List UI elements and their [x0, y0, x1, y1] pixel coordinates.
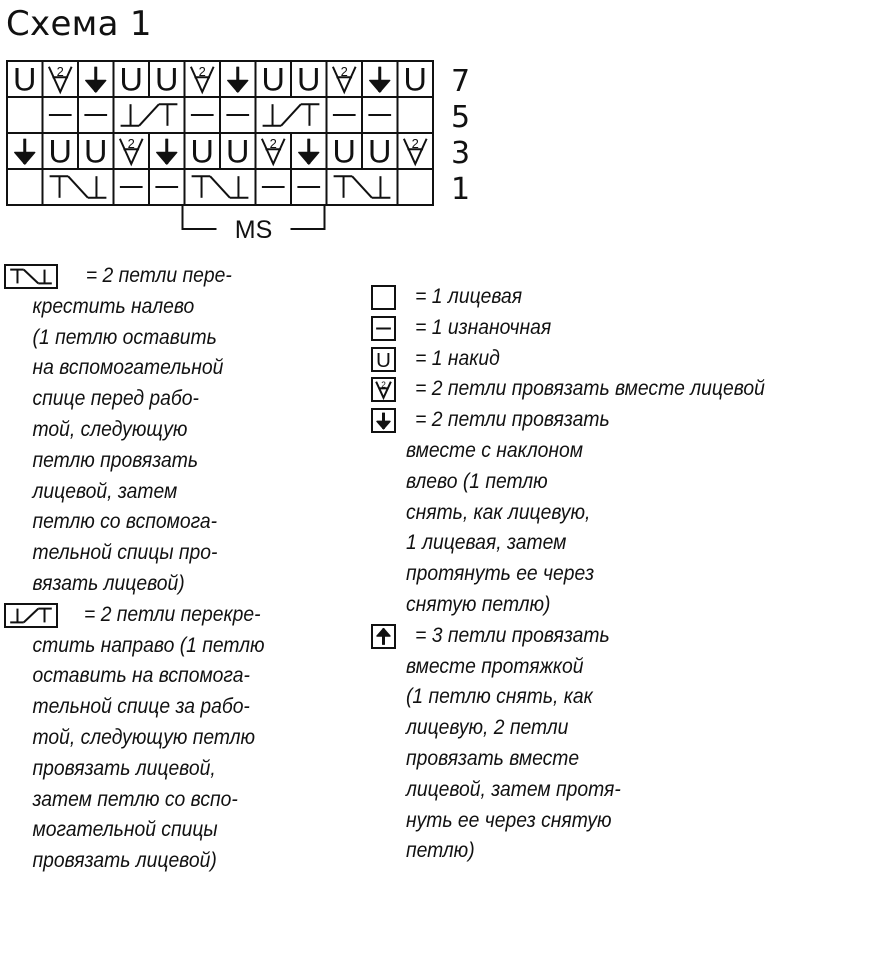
- chart-cable-right-r1c7: [263, 104, 320, 126]
- svg-text:U: U: [297, 61, 321, 98]
- chart-cell-knit: [398, 97, 434, 133]
- chart-symbol-k2tog-r2c7: [262, 136, 285, 164]
- legend-text-knit: = 1 лицевая: [415, 285, 523, 308]
- chart-symbol-yo-r0c4: [155, 62, 178, 98]
- svg-text:U: U: [48, 133, 72, 170]
- legend-entry-yo: [371, 344, 881, 375]
- chart-symbol-k2tog-r0c1: [49, 64, 72, 92]
- chart-cable-left-r3c5: [192, 176, 249, 198]
- chart-symbol-yo-r2c1: [49, 134, 72, 170]
- svg-text:U: U: [13, 61, 37, 98]
- svg-text:2: 2: [269, 136, 277, 152]
- legend-text-k2tog: = 2 петли провязать вместе лицевой: [415, 377, 765, 401]
- chart-symbol-ssk-r2c0: [15, 139, 35, 164]
- legend-entry-k2tog: [371, 374, 881, 405]
- chart-symbol-k2tog-r0c5: [191, 64, 214, 92]
- chart-symbol-yo-r2c10: [368, 134, 391, 170]
- repeat-bracket: [183, 205, 325, 244]
- legend-text-cross-left: = 2 петли пере- крестить налево (1 петлю оставить на вспомогательной спице перед рабо- той, следующую петлю провязать лицевой, затем петлю со вспомога- тельной спицы про- вязать лицевой): [32, 264, 232, 595]
- chart-symbol-k2tog-r0c9: [333, 64, 356, 92]
- chart-symbol-yo-r0c8: [297, 62, 320, 98]
- svg-text:2: 2: [340, 64, 348, 80]
- chart-symbol-ssk-r0c10: [370, 67, 390, 92]
- row-number: 7: [451, 63, 471, 99]
- svg-text:U: U: [376, 348, 391, 372]
- chart-symbol-yo-r0c0: [13, 62, 36, 98]
- chart-cell-knit: [7, 169, 43, 205]
- legend-entry-knit: [371, 282, 881, 313]
- chart-cell-knit: [398, 169, 434, 205]
- legend-entry-cross-right: [4, 600, 324, 877]
- svg-text:U: U: [226, 133, 250, 170]
- svg-text:U: U: [261, 61, 285, 98]
- legend-text-ssk: = 2 петли провязать вместе с наклоном влево (1 петлю снять, как лицевую, 1 лицевая, затем протянуть ее через снятую петлю): [405, 408, 610, 616]
- knitting-chart: [0, 0, 881, 260]
- svg-text:2: 2: [56, 64, 64, 80]
- chart-symbol-ssk-r2c4: [157, 139, 177, 164]
- chart-symbol-ssk-r0c2: [86, 67, 106, 92]
- legend-text-yo: = 1 накид: [415, 346, 500, 370]
- svg-text:U: U: [403, 61, 427, 98]
- chart-symbol-yo-r2c6: [226, 134, 249, 170]
- svg-text:U: U: [190, 133, 214, 170]
- row-number: 5: [451, 99, 471, 135]
- chart-symbol-ssk-r0c6: [228, 67, 248, 92]
- chart-symbol-yo-r2c5: [191, 134, 214, 170]
- svg-text:U: U: [84, 133, 108, 170]
- svg-text:2: 2: [381, 381, 386, 391]
- row-number: 1: [451, 171, 471, 207]
- svg-text:U: U: [119, 61, 143, 98]
- legend-right: [371, 282, 881, 867]
- legend-entry-ssk: [371, 405, 881, 621]
- svg-text:2: 2: [127, 136, 135, 152]
- legend-entry-cross-left: [4, 261, 324, 600]
- chart-symbol-k2tog-r2c3: [120, 136, 143, 164]
- chart-symbol-yo-r2c2: [84, 134, 107, 170]
- chart-cable-right-r1c3: [121, 104, 178, 126]
- chart-symbol-k2tog-r2c11: [404, 136, 427, 164]
- svg-text:U: U: [332, 133, 356, 170]
- chart-symbol-yo-r0c7: [262, 62, 285, 98]
- legend-left: [4, 261, 324, 877]
- chart-symbol-yo-r2c9: [333, 134, 356, 170]
- svg-text:2: 2: [411, 136, 419, 152]
- chart-symbol-ssk-r2c8: [299, 139, 319, 164]
- svg-text:2: 2: [198, 64, 206, 80]
- row-number: 3: [451, 135, 471, 171]
- svg-text:U: U: [368, 133, 392, 170]
- legend-text-purl: = 1 изнаночная: [415, 315, 552, 339]
- chart-cable-left-r3c1: [50, 176, 107, 198]
- legend-text-cross-right: = 2 петли перекре- стить направо (1 петлю оставить на вспомога- тельной спице за рабо- той, следующую петлю провязать лицевой, затем петлю со вспо- могательной спицы провязать лицевой): [32, 602, 265, 873]
- chart-symbol-yo-r0c11: [404, 62, 427, 98]
- chart-cell-knit: [7, 97, 43, 133]
- legend-entry-purl: [371, 313, 881, 344]
- svg-text:U: U: [155, 61, 179, 98]
- chart-symbol-yo-r0c3: [120, 62, 143, 98]
- scheme-title: Схема 1: [6, 4, 152, 44]
- chart-cable-left-r3c9: [334, 176, 391, 198]
- repeat-label: MS: [234, 216, 273, 244]
- chart-grid: [7, 61, 433, 205]
- legend-entry-cdd: [371, 621, 881, 867]
- legend-text-cdd: = 3 петли провязать вместе протяжкой (1 петлю снять, как лицевую, 2 петли провязать вместе лицевой, затем протя- нуть ее через снятую петлю): [405, 623, 621, 863]
